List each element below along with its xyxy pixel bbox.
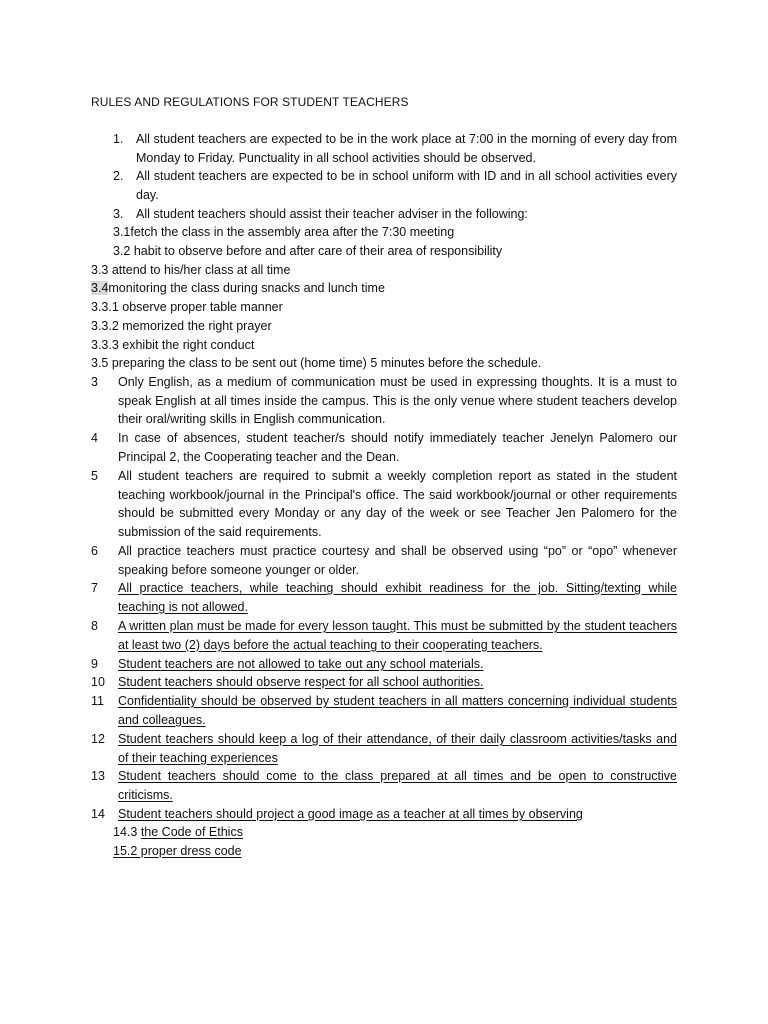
sub-item-text: monitoring the class during snacks and lunch time (108, 281, 385, 295)
sub-item-number: 14.3 (113, 825, 141, 839)
list-item-number: 6 (91, 544, 98, 558)
sub-item (113, 823, 243, 842)
sub-item: 3.5 preparing the class to be sent out (home time) 5 minutes before the schedule. (91, 356, 542, 370)
sub-item (91, 279, 385, 298)
list-item-number: 13 (91, 769, 105, 783)
list-item-number: 1. (113, 132, 124, 146)
sub-item: 15.2 proper dress code (113, 844, 242, 858)
list-item-text: Student teachers should come to the class prepared at all times and be open to constructive criticisms. (118, 769, 677, 802)
list-item-text: All practice teachers, while teaching should exhibit readiness for the job. Sitting/texting while teaching is not allowed. (118, 581, 677, 614)
list-item-number: 14 (91, 807, 105, 821)
list-item-number: 10 (91, 675, 105, 689)
list-item-text: All student teachers are expected to be in the work place at 7:00 in the morning of every day from Monday to Friday. Punctuality in all school activities should be observed. (136, 132, 677, 165)
list-item-text: Student teachers should project a good image as a teacher at all times by observing (118, 807, 583, 821)
sub-item: 3.3.2 memorized the right prayer (91, 319, 272, 333)
page-title: RULES AND REGULATIONS FOR STUDENT TEACHERS (91, 95, 409, 109)
list-item-text: All student teachers should assist their teacher adviser in the following: (136, 207, 528, 221)
list-item-text: In case of absences, student teacher/s should notify immediately teacher Jenelyn Palomero our Principal 2, the Cooperating teacher and the Dean. (118, 431, 677, 464)
sub-item-text: the Code of Ethics (140, 825, 243, 839)
list-item-number: 5 (91, 469, 98, 483)
list-item-text: Confidentiality should be observed by student teachers in all matters concerning individual students and colleagues. (118, 694, 677, 727)
sub-item: 3.3.3 exhibit the right conduct (91, 338, 255, 352)
sub-item: 3.3.1 observe proper table manner (91, 300, 283, 314)
list-item-number: 4 (91, 431, 98, 445)
list-item-number: 11 (91, 694, 104, 708)
list-item-number: 3. (113, 207, 124, 221)
sub-item: 3.3 attend to his/her class at all time (91, 263, 291, 277)
list-item-number: 9 (91, 657, 98, 671)
list-item-text: All student teachers are required to submit a weekly completion report as stated in the student teaching workbook/journal in the Principal's office. The said workbook/journal or other requirements should be submitted every Monday or any day of the week or see Teacher Jen Palomero for the submission of the said requirements. (118, 469, 677, 540)
list-item-text: A written plan must be made for every lesson taught. This must be submitted by the student teachers at least two (2) days before the actual teaching to their cooperating teachers. (118, 619, 677, 652)
sub-item: 3.1fetch the class in the assembly area after the 7:30 meeting (113, 225, 455, 239)
list-item-number: 3 (91, 375, 98, 389)
list-item-text: Only English, as a medium of communication must be used in expressing thoughts. It is a must to speak English at all times inside the campus. This is the only venue where student teachers develop their oral/writing skills in English communication. (118, 375, 677, 427)
list-item-number: 8 (91, 619, 98, 633)
list-item-number: 2. (113, 169, 124, 183)
list-item-number: 12 (91, 732, 105, 746)
highlighted-number: 3.4 (91, 281, 109, 295)
sub-item: 3.2 habit to observe before and after care of their area of responsibility (113, 244, 503, 258)
list-item-text: Student teachers should keep a log of their attendance, of their daily classroom activities/tasks and of their teaching experiences (118, 732, 677, 765)
list-item-text: Student teachers should observe respect for all school authorities. (118, 675, 484, 689)
list-item-text: All student teachers are expected to be in school uniform with ID and in all school activities every day. (136, 169, 677, 202)
list-item-text: All practice teachers must practice courtesy and shall be observed using “po” or “opo” whenever speaking before someone younger or older. (118, 544, 677, 577)
list-item-number: 7 (91, 581, 98, 595)
list-item-text: Student teachers are not allowed to take out any school materials. (118, 657, 484, 671)
